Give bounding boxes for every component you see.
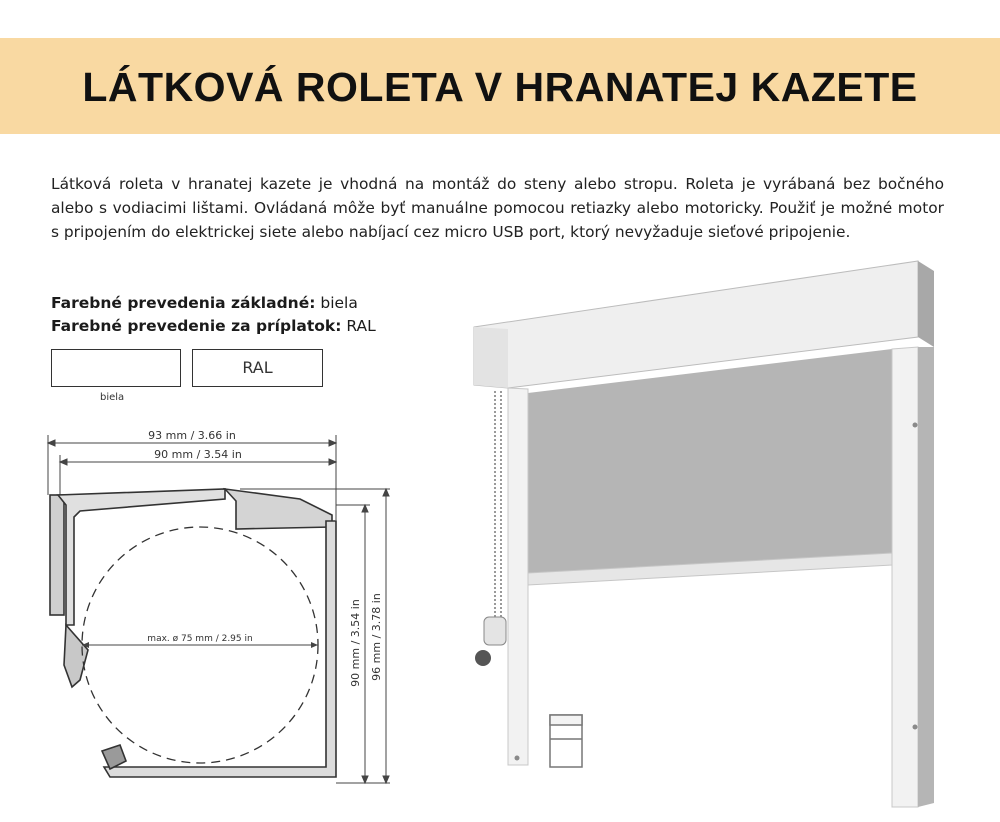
dim-height-inner: 90 mm / 3.54 in xyxy=(349,599,362,687)
cassette-cross-section-diagram xyxy=(40,425,400,805)
color-swatch-white xyxy=(51,349,181,387)
color-swatch-ral: RAL xyxy=(192,349,323,387)
basic-colors-label: Farebné prevedenia základné: xyxy=(51,294,316,312)
extra-colors-line xyxy=(51,315,376,338)
dim-diameter: max. ø 75 mm / 2.95 in xyxy=(147,634,253,644)
intro-paragraph: Látková roleta v hranatej kazete je vhodná na montáž do steny alebo stropu. Roleta je vyrábaná bez bočného alebo s vodiacimi lištami. Ovládaná môže byť manuálne pomocou retiazky alebo motoricky. Použiť je možné motor s pripojením do elektrickej siete alebo nabíjací cez micro USB port, ktorý nevyžaduje sieťové pripojenie. xyxy=(51,175,944,241)
color-options xyxy=(51,292,376,338)
roller-blind-illustration xyxy=(468,255,943,815)
extra-colors-value: RAL xyxy=(341,317,376,335)
extra-colors-label: Farebné prevedenie za príplatok: xyxy=(51,317,342,335)
dim-height-outer: 96 mm / 3.78 in xyxy=(370,593,383,681)
basic-colors-value: biela xyxy=(315,294,358,312)
swatch-caption-white: biela xyxy=(100,392,125,403)
dim-width-inner: 90 mm / 3.54 in xyxy=(154,448,242,461)
page-title: LÁTKOVÁ ROLETA V HRANATEJ KAZETE xyxy=(82,64,918,110)
basic-colors-line xyxy=(51,292,376,315)
dim-width-outer: 93 mm / 3.66 in xyxy=(148,429,236,442)
